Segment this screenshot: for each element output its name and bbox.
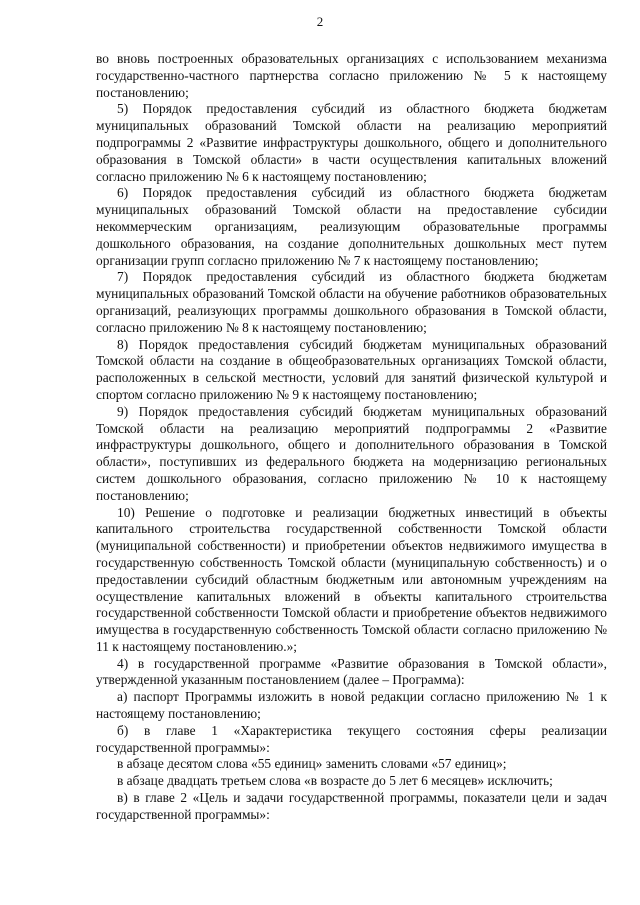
paragraph-6: 9) Порядок предоставления субсидий бюджетам муниципальных образований Томской области на реализацию мероприятий подпрограммы 2 «Развитие инфраструктуры дошкольного, общего и дополнительного образования в Томской области», поступивших из федерального бюджета на модернизацию региональных систем дошкольного образования, согласно приложению № 10 к настоящему постановлению;	[96, 403, 607, 503]
paragraph-1: во вновь построенных образовательных организациях с использованием механизма государственно-частного партнерства согласно приложению № 5 к настоящему постановлению;	[96, 51, 607, 100]
body-text	[96, 51, 607, 824]
page-number: 2	[316, 14, 324, 29]
paragraph-3: 6) Порядок предоставления субсидий из областного бюджета бюджетам муниципальных образований Томской области на предоставление субсидии некоммерческим организациям, реализующим образовательные программы дошкольного образования, на создание дополнительных дошкольных мест путем организации групп согласно приложению № 7 к настоящему постановлению;	[96, 185, 607, 268]
paragraph-11: в абзаце десятом слова «55 единиц» заменить словами «57 единиц»;	[117, 756, 507, 772]
paragraph-2: 5) Порядок предоставления субсидий из областного бюджета бюджетам муниципальных образований Томской области на реализацию мероприятий подпрограммы 2 «Развитие инфраструктуры дошкольного, общего и дополнительного образования в Томской области» в части осуществления капитальных вложений согласно приложению № 6 к настоящему постановлению;	[96, 101, 607, 184]
paragraph-4: 7) Порядок предоставления субсидий из областного бюджета бюджетам муниципальных образований Томской области на обучение работников образовательных организаций, реализующих программы дошкольного образования в Томской области, согласно приложению № 8 к настоящему постановлению;	[96, 269, 607, 335]
paragraph-10: б) в главе 1 «Характеристика текущего состояния сферы реализации государственной программы»:	[96, 722, 607, 755]
paragraph-8: 4) в государственной программе «Развитие образования в Томской области», утвержденной указанным постановлением (далее – Программа):	[96, 655, 607, 688]
paragraph-9: а) паспорт Программы изложить в новой редакции согласно приложению № 1 к настоящему постановлению;	[96, 689, 607, 722]
paragraph-13: в) в главе 2 «Цель и задачи государственной программы, показатели цели и задач государственной программы»:	[96, 790, 607, 822]
paragraph-12: в абзаце двадцать третьем слова «в возрасте до 5 лет 6 месяцев» исключить;	[117, 773, 553, 789]
paragraph-5: 8) Порядок предоставления субсидий бюджетам муниципальных образований Томской области на создание в общеобразовательных организациях Томской области, расположенных в сельской местности, условий для занятий физической культурой и спортом согласно приложению № 9 к настоящему постановлению;	[96, 336, 607, 402]
paragraph-7: 10) Решение о подготовке и реализации бюджетных инвестиций в объекты капитального строительства государственной собственности Томской области (муниципальной собственности) и приобретении объектов недвижимого имущества в государственную собственность Томской области (муниципальную собственность) и о предоставлении субсидий областным бюджетным или автономным учреждениям на осуществление капитальных вложений в объекты капитального строительства государственной собственности Томской области и приобретение объектов недвижимого имущества в государственную собственность Томской области согласно приложению № 11 к настоящему постановлению.»;	[96, 504, 607, 654]
